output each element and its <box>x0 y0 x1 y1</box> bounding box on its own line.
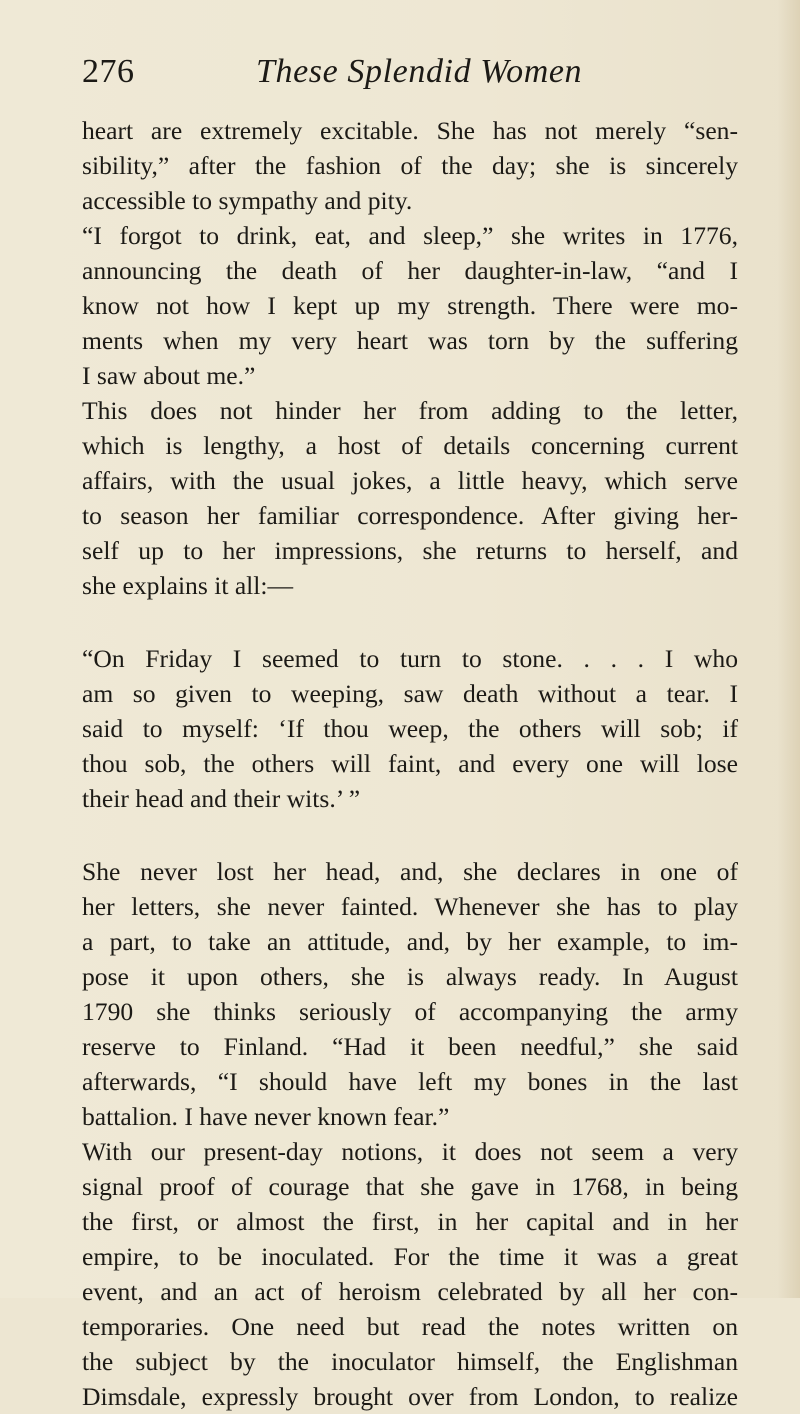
page-number: 276 <box>82 53 135 90</box>
text-line: signal proof of courage that she gave in 1768, in being <box>82 1172 738 1201</box>
text-line: This does not hinder her from adding to the letter, <box>82 396 738 425</box>
page-edge <box>778 0 800 1298</box>
text-line: Dimsdale, expressly brought over from London, to realize <box>82 1382 738 1411</box>
paragraph <box>82 393 738 603</box>
text-line: temporaries. One need but read the notes written on <box>82 1312 738 1341</box>
text-line: ments when my very heart was torn by the suffering <box>82 326 738 355</box>
text-line: empire, to be inoculated. For the time it was a great <box>82 1242 738 1271</box>
text-line: she explains it all:— <box>82 571 294 600</box>
text-line: know not how I kept up my strength. There were mo- <box>82 291 738 320</box>
text-line: said to myself: ‘If thou weep, the others will sob; if <box>82 714 738 743</box>
text-line: afterwards, “I should have left my bones in the last <box>82 1067 738 1096</box>
running-head: These Splendid Women <box>256 53 583 90</box>
text-line: accessible to sympathy and pity. <box>82 186 413 215</box>
text-line: 1790 she thinks seriously of accompanying the army <box>82 997 738 1026</box>
body-text <box>82 113 738 1414</box>
text-line: “I forgot to drink, eat, and sleep,” she writes in 1776, <box>82 221 738 250</box>
text-line: thou sob, the others will faint, and every one will lose <box>82 749 738 778</box>
text-line: to season her familiar correspondence. After giving her- <box>82 501 738 530</box>
text-line: reserve to Finland. “Had it been needful,” she said <box>82 1032 738 1061</box>
text-line: announcing the death of her daughter-in-law, “and I <box>82 256 738 285</box>
text-line: am so given to weeping, saw death without a tear. I <box>82 679 738 708</box>
text-line: With our present-day notions, it does not seem a very <box>82 1137 738 1166</box>
page-header <box>82 50 732 100</box>
text-line: I saw about me.” <box>82 361 256 390</box>
text-line: “On Friday I seemed to turn to stone. . . . I who <box>82 644 738 673</box>
text-line: She never lost her head, and, she declares in one of <box>82 857 738 886</box>
text-line: a part, to take an attitude, and, by her example, to im- <box>82 927 738 956</box>
block-quote-spacer <box>82 816 738 854</box>
text-line: which is lengthy, a host of details concerning current <box>82 431 738 460</box>
text-line: event, and an act of heroism celebrated by all her con- <box>82 1277 738 1306</box>
text-line: their head and their wits.’ ” <box>82 784 361 813</box>
block-quote-spacer <box>82 603 738 641</box>
text-line: pose it upon others, she is always ready. In August <box>82 962 738 991</box>
text-line: affairs, with the usual jokes, a little heavy, which serve <box>82 466 738 495</box>
paragraph <box>82 1134 738 1414</box>
paragraph <box>82 854 738 1134</box>
text-line: sibility,” after the fashion of the day; she is sincerely <box>82 151 738 180</box>
paragraph <box>82 218 738 393</box>
block-quote <box>82 641 738 816</box>
text-line: the subject by the inoculator himself, the Englishman <box>82 1347 738 1376</box>
text-line: heart are extremely excitable. She has not merely “sen- <box>82 116 738 145</box>
text-line: the first, or almost the first, in her capital and in her <box>82 1207 738 1236</box>
text-line: her letters, she never fainted. Whenever she has to play <box>82 892 738 921</box>
text-line: self up to her impressions, she returns to herself, and <box>82 536 738 565</box>
text-line: battalion. I have never known fear.” <box>82 1102 450 1131</box>
paragraph <box>82 113 738 218</box>
